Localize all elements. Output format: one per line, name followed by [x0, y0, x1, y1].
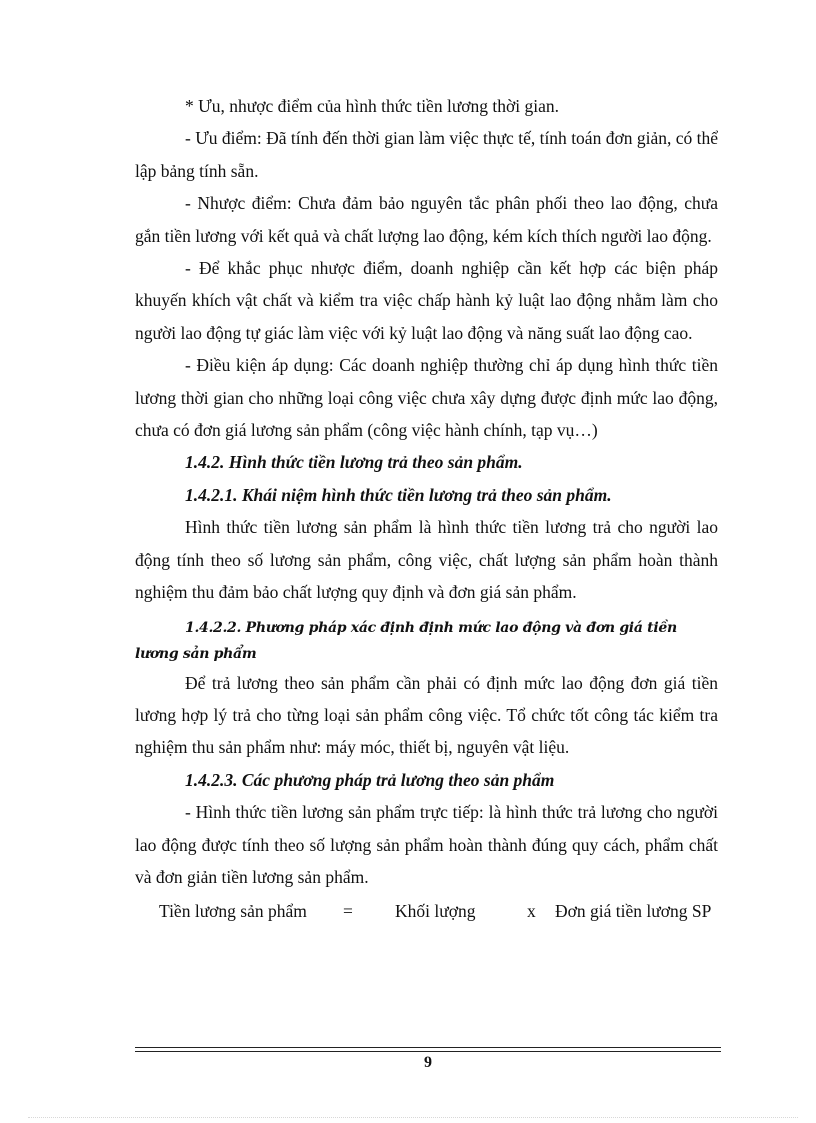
section-heading-1-4-2-3: 1.4.2.3. Các phương pháp trả lương theo sản phẩm — [185, 769, 555, 790]
wage-formula — [135, 895, 718, 931]
formula-multiply: x — [527, 901, 536, 922]
formula-equals: = — [343, 901, 353, 922]
paragraph-norms: Để trả lương theo sản phẩm cần phải có định mức lao động đơn giá tiền lương hợp lý trả cho từng loại sản phẩm công việc. Tổ chức tốt công tác kiểm tra nghiệm thu sản phẩm như: máy móc, thiết bị, nguyên vật liệu. — [135, 672, 718, 758]
paragraph-conditions: - Điều kiện áp dụng: Các doanh nghiệp thường chỉ áp dụng hình thức tiền lương thời gian cho những loại công việc chưa xây dựng được định mức lao động, chưa có đơn giá lương sản phẩm (công việc hành chính, tạp vụ…) — [135, 355, 718, 441]
section-heading-1-4-2-2: 1.4.2.2. Phương pháp xác định định mức lao động và đơn giá tiền lương sản phẩm — [135, 619, 677, 662]
paragraph-advantages: - Ưu điểm: Đã tính đến thời gian làm việc thực tế, tính toán đơn giản, có thể lập bảng tính sẵn. — [135, 128, 718, 181]
paragraph-remedy: - Để khắc phục nhược điểm, doanh nghiệp cần kết hợp các biện pháp khuyến khích vật chất và kiểm tra việc chấp hành kỷ luật lao động nhằm làm cho người lao động tự giác làm việc với kỷ luật lao động và năng suất lao động cao. — [135, 258, 718, 343]
formula-lhs: Tiền lương sản phẩm — [159, 901, 307, 922]
section-heading-1-4-2-1: 1.4.2.1. Khái niệm hình thức tiền lương trả theo sản phẩm. — [185, 484, 612, 505]
formula-term-unit-price: Đơn giá tiền lương SP — [555, 901, 712, 922]
page-bottom-border — [28, 1117, 798, 1118]
paragraph-pros-cons-heading: * Ưu, nhược điểm của hình thức tiền lương thời gian. — [185, 96, 560, 116]
formula-term-quantity: Khối lượng — [395, 901, 476, 922]
section-heading-1-4-2: 1.4.2. Hình thức tiền lương trả theo sản phẩm. — [185, 452, 523, 473]
page-number: 9 — [424, 1054, 432, 1071]
footer-rule-top — [135, 1047, 721, 1048]
paragraph-direct-piece-rate: - Hình thức tiền lương sản phẩm trực tiếp: là hình thức trả lương cho người lao động được tính theo số lượng sản phẩm hoàn thành đúng quy cách, phẩm chất và đơn giản tiền lương sản phẩm. — [135, 802, 718, 887]
paragraph-disadvantages: - Nhược điểm: Chưa đảm bảo nguyên tắc phân phối theo lao động, chưa gắn tiền lương với kết quả và chất lượng lao động, kém kích thích người lao động. — [135, 193, 718, 246]
paragraph-definition: Hình thức tiền lương sản phẩm là hình thức tiền lương trả cho người lao động tính theo số lương sản phẩm, công việc, chất lượng sản phẩm hoàn thành nghiệm thu đảm bảo chất lượng quy định và đơn giá sản phẩm. — [135, 517, 718, 603]
page-body — [135, 90, 718, 931]
